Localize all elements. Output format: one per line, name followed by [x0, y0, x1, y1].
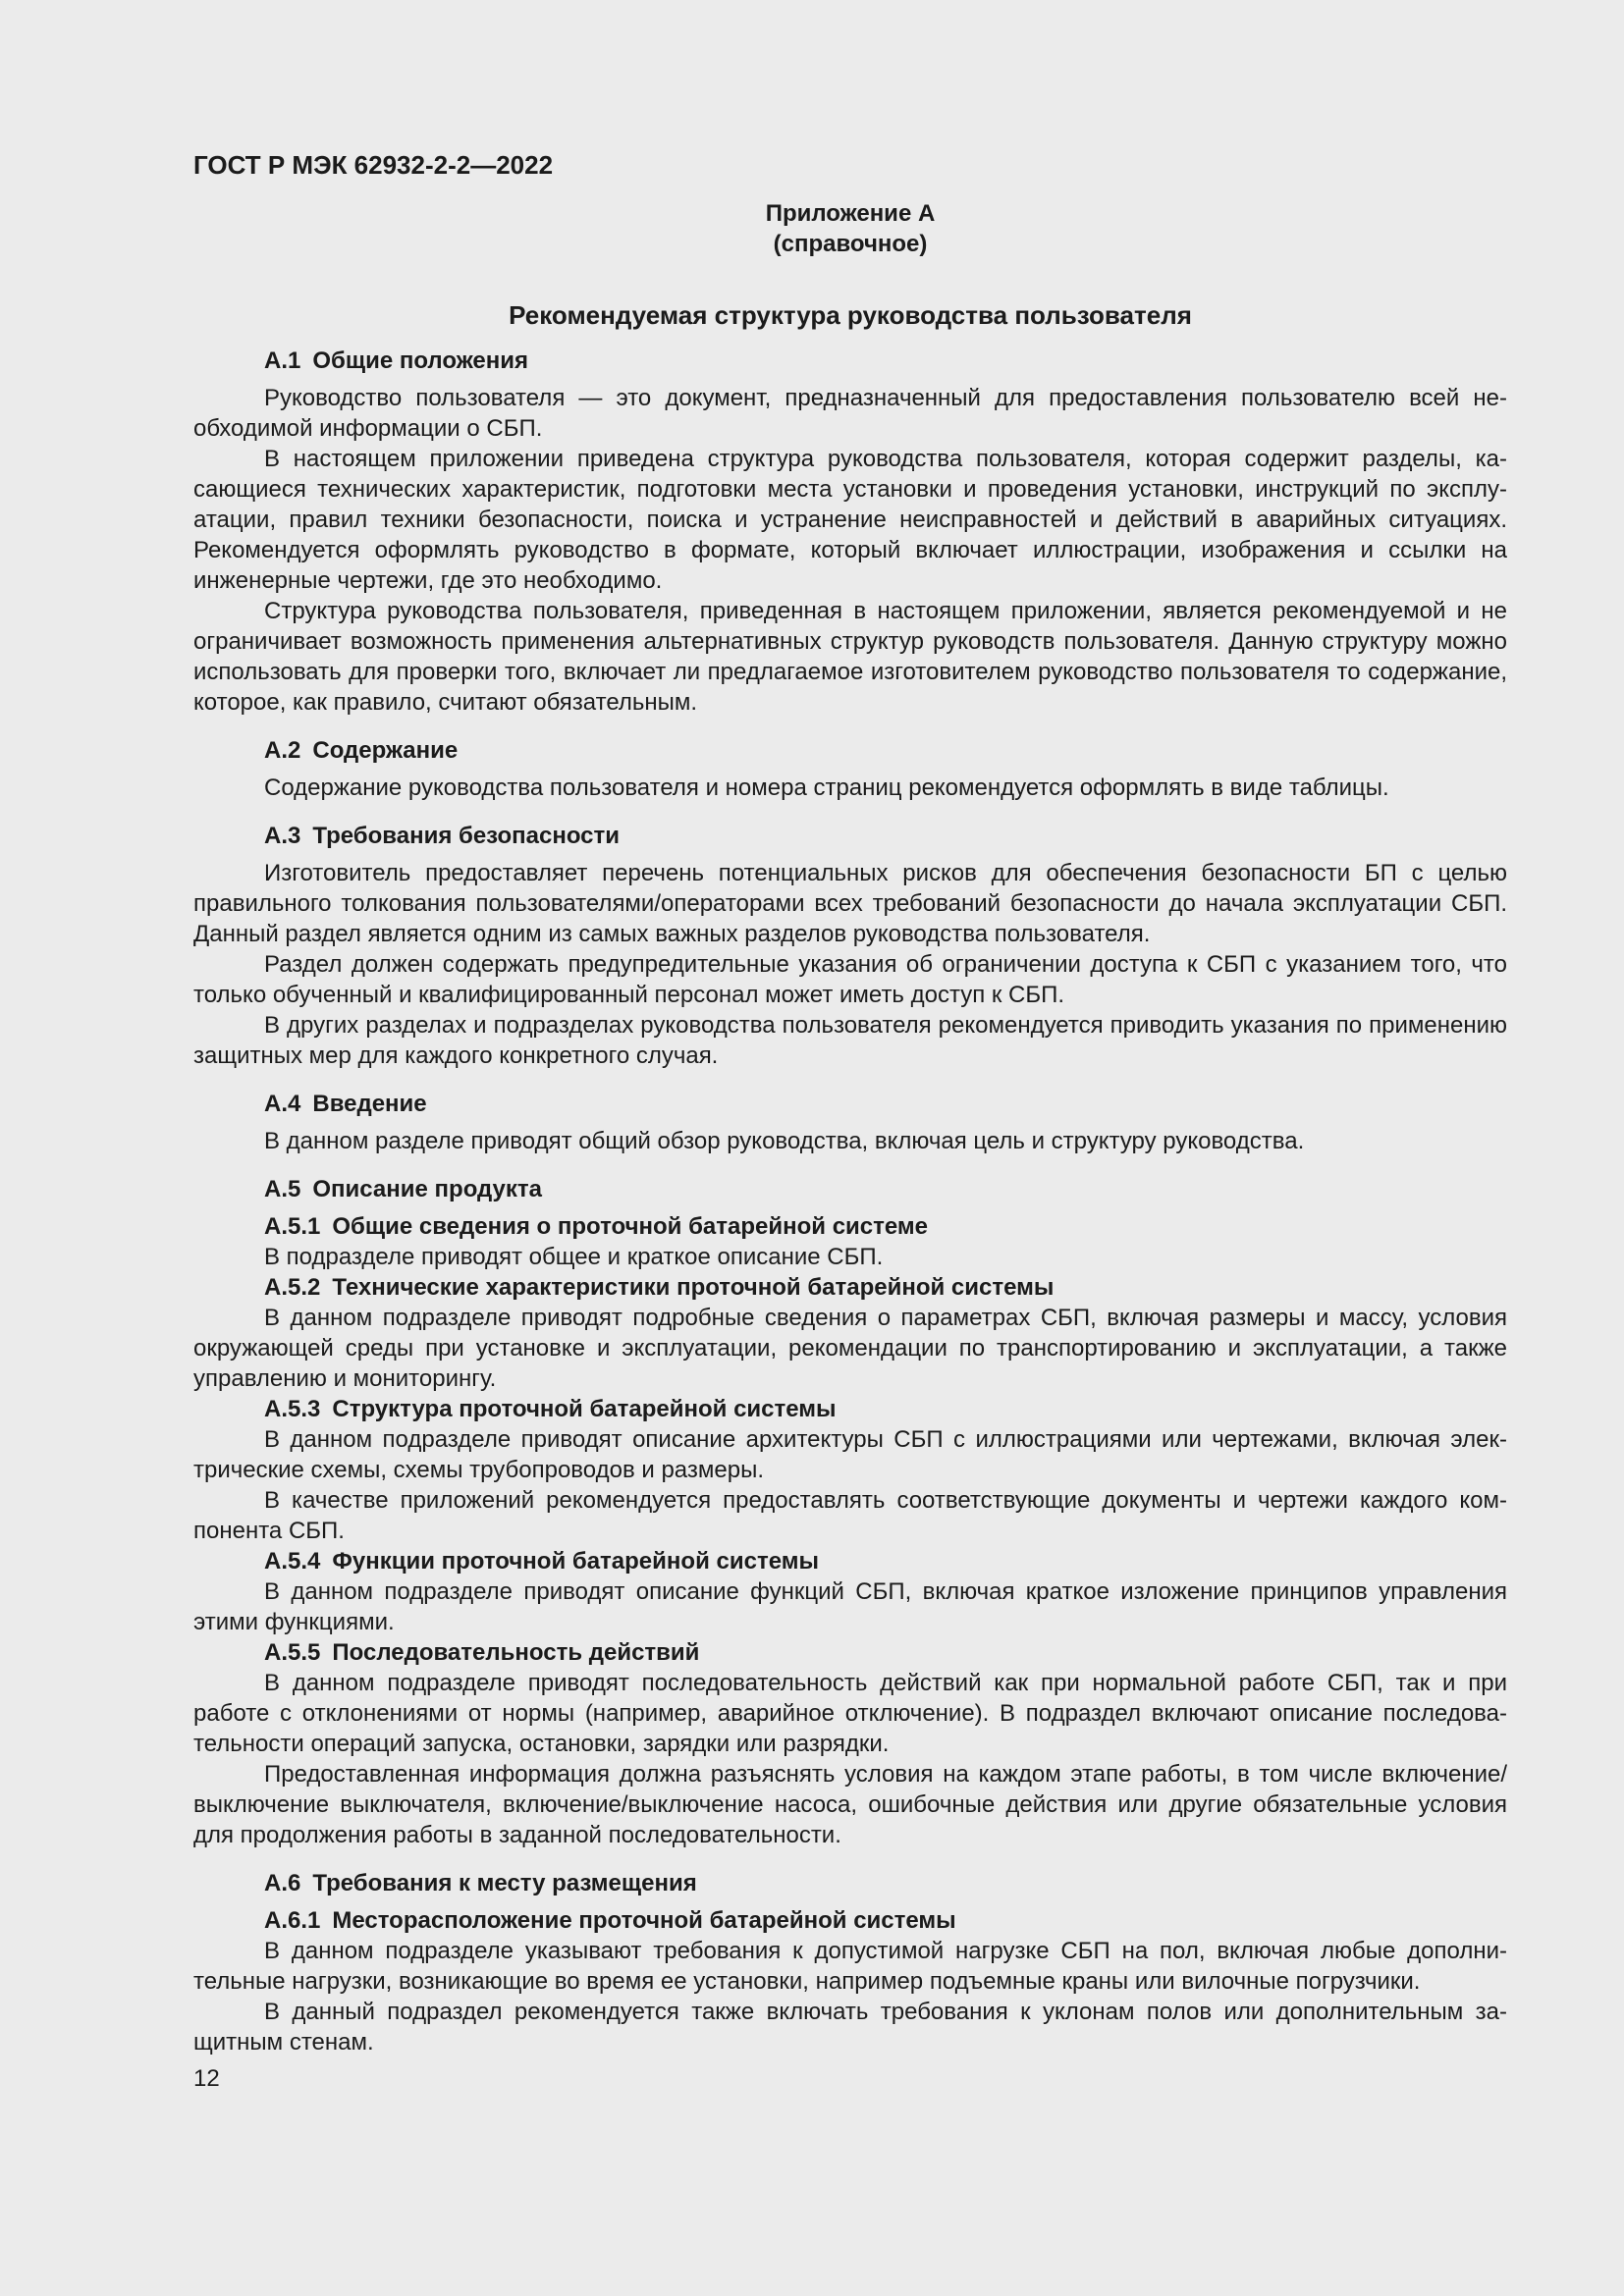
subsection-number: А.5.2 — [264, 1274, 321, 1301]
paragraph: Изготовитель предоставляет перечень потенциальных рисков для обеспечения безопасности БП с целью правильного толкования пользователями/операторами всех требований безопасности до начала эксплуатации СБП. Данный раздел является одним из самых важных разделов руководства пользователя. — [193, 860, 1507, 947]
section-heading — [193, 1868, 1507, 1898]
paragraph: В данный подраздел рекомендуется также включать требования к уклонам полов или дополнительным защитным стенам. — [193, 1999, 1507, 2056]
annex-type: (справочное) — [773, 231, 928, 257]
paragraph: Руководство пользователя — это документ, предназначенный для предоставления пользователю всей необходимой информации о СБП. — [193, 385, 1507, 442]
subsection-heading — [193, 1905, 1507, 1936]
subsection-number: А.5.4 — [264, 1548, 321, 1575]
paragraph: В настоящем приложении приведена структура руководства пользователя, которая содержит разделы, касающиеся технических характеристик, подготовки места установки и проведения установки, инструкций по эксплуатации, правил техники безопасности, поиска и устранение неисправностей и действий в аварийных ситуациях. Рекомендуется оформлять руководство в формате, который включает иллюстрации, изображения и ссылки на инженерные чертежи, где это необходимо. — [193, 446, 1507, 594]
paragraph: В других разделах и подразделах руководства пользователя рекомендуется приводить указания по применению защитных мер для каждого конкретного случая. — [193, 1012, 1507, 1069]
section-heading — [193, 1089, 1507, 1119]
paragraph: Раздел должен содержать предупредительные указания об ограничении доступа к СБП с указанием того, что только обученный и квалифицированный персонал может иметь доступ к СБП. — [193, 951, 1507, 1008]
section-title: Требования к месту размещения — [312, 1870, 697, 1896]
annex-title: Рекомендуемая структура руководства пользователя — [509, 300, 1192, 330]
paragraph: В данном подразделе приводят подробные сведения о параметрах СБП, включая размеры и массу, условия окружающей среды при установке и эксплуатации, рекомендации по транспортированию и эксплуатации, а также управлению и мониторингу. — [193, 1305, 1507, 1392]
section-a4 — [193, 1089, 1507, 1156]
subsection-title: Общие сведения о проточной батарейной системе — [332, 1213, 929, 1240]
paragraph: В данном разделе приводят общий обзор руководства, включая цель и структуру руководства. — [264, 1128, 1305, 1154]
section-number: А.6 — [264, 1870, 301, 1896]
subsection-title: Структура проточной батарейной системы — [332, 1396, 837, 1422]
section-a6 — [193, 1868, 1507, 2057]
section-number: А.4 — [264, 1091, 301, 1117]
paragraph: В данном подразделе указывают требования к допустимой нагрузке СБП на пол, включая любые дополнительные нагрузки, возникающие во время ее установки, например подъемные краны или вилочные погрузчики. — [193, 1938, 1507, 1995]
paragraph: Предоставленная информация должна разъяснять условия на каждом этапе работы, в том числе включение/​выключение выключателя, включение/выключение насоса, ошибочные действия или другие обязательные условия для продолжения работы в заданной последовательности. — [193, 1761, 1507, 1848]
subsection-title: Технические характеристики проточной батарейной системы — [332, 1274, 1055, 1301]
subsection-heading — [193, 1637, 1507, 1668]
section-heading — [193, 821, 1507, 851]
paragraph: В качестве приложений рекомендуется предоставлять соответствующие документы и чертежи каждого компонента СБП. — [193, 1487, 1507, 1544]
paragraph: В данном подразделе приводят описание архитектуры СБП с иллюстрациями или чертежами, включая электрические схемы, схемы трубопроводов и размеры. — [193, 1426, 1507, 1483]
document-page — [193, 145, 1507, 2094]
subsection-title: Последовательность действий — [332, 1639, 700, 1666]
section-number: А.2 — [264, 737, 301, 764]
subsection-heading — [193, 1546, 1507, 1576]
section-title: Общие положения — [312, 347, 529, 374]
subsection-title: Функции проточной батарейной системы — [332, 1548, 819, 1575]
subsection-number: А.5.3 — [264, 1396, 321, 1422]
paragraph: Содержание руководства пользователя и номера страниц рекомендуется оформлять в виде таблицы. — [264, 774, 1389, 801]
section-a1 — [193, 346, 1507, 718]
section-number: А.3 — [264, 823, 301, 849]
subsection-number: А.5.5 — [264, 1639, 321, 1666]
section-title: Содержание — [312, 737, 459, 764]
subsection-number: А.5.1 — [264, 1213, 321, 1240]
section-heading — [193, 346, 1507, 376]
subsection-heading — [193, 1394, 1507, 1424]
section-a2 — [193, 735, 1507, 803]
paragraph: В данном подразделе приводят описание функций СБП, включая краткое изложение принципов управления этими функциями. — [193, 1578, 1507, 1635]
subsection-number: А.6.1 — [264, 1907, 321, 1934]
section-heading — [193, 1174, 1507, 1204]
section-number: А.5 — [264, 1176, 301, 1202]
subsection-title: Месторасположение проточной батарейной системы — [332, 1907, 956, 1934]
subsection-heading — [193, 1211, 1507, 1242]
page-number: 12 — [193, 2065, 220, 2092]
annex-label: Приложение А — [765, 200, 936, 227]
section-a3 — [193, 821, 1507, 1071]
subsection-heading — [193, 1272, 1507, 1303]
section-heading — [193, 735, 1507, 766]
section-a5 — [193, 1174, 1507, 1850]
section-number: А.1 — [264, 347, 301, 374]
paragraph: В подразделе приводят общее и краткое описание СБП. — [264, 1244, 884, 1270]
paragraph: Структура руководства пользователя, приведенная в настоящем приложении, является рекомендуемой и не ограничивает возможность применения альтернативных структур руководств пользователя. Данную структуру можно использовать для проверки того, включает ли предлагаемое изготовителем руководство пользователя то содержание, которое, как правило, считают обязательным. — [193, 598, 1507, 716]
document-code: ГОСТ Р МЭК 62932-2-2—2022 — [193, 150, 554, 180]
section-title: Введение — [312, 1091, 427, 1117]
section-title: Описание продукта — [312, 1176, 543, 1202]
section-title: Требования безопасности — [312, 823, 621, 849]
paragraph: В данном подразделе приводят последовательность действий как при нормальной работе СБП, так и при работе с отклонениями от нормы (например, аварийное отключение). В подраздел включают описание последовательности операций запуска, остановки, зарядки или разрядки. — [193, 1670, 1507, 1757]
